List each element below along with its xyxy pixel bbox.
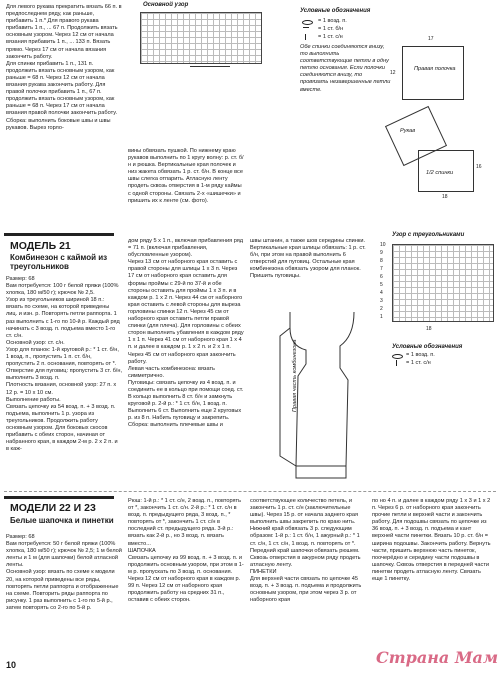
model21-title: МОДЕЛЬ 21 (10, 240, 71, 252)
top-col2-text: вины обвязать пушкой. По нижнему краю рукавов выполнить по 1 кругу волну: р. ст. б/н и рюшка. Вертикальные края полочек и низ жакета обвязать 1 р. ст. б/н. В конце все швы слегка отпарить. Атласную ленту продеть сквозь отверстия в 1-м ряду каймы с одной стороны. Связать 2-х «шишечки» и пришить их к ленте (см. фото). (128, 148, 244, 204)
legend-item-dc: = 1 ст. с/н (318, 34, 343, 40)
romper-schema-label: Правая часть комбинезона (292, 339, 298, 412)
schema-dim-4: 16 (476, 164, 482, 170)
schema-dim-2: 12 (390, 70, 396, 76)
model22-col2-text: Рюш: 1-й р.: * 1 ст. с/н, 2 возд. п., повторять от *, закончить 1 ст. с/н. 2-й р.: * 1 ст. с/н в возд. п. предыдущего ряда, 3 возд. п., * повторять от *, закончить 1 ст. с/н в последний ст. предыдущего ряда. 3-й р.: вязать как 2-й р., но 3 возд. п. вязать вместо... ШАПОЧКА Связать цепочку из 99 возд. п. + 3 возд. п. и продолжить основным узором, при этом в 1-м р. пропускать по 3 возд. п. основания. Через 12 см от наборного края в каждом р. 99 п. Через 12 см от наборного края продолжить работу на средних 31 п., оставив с обеих сторон. (128, 498, 244, 604)
schema-dim-3: 18 (442, 194, 448, 200)
row-num-2: 2 (380, 306, 383, 312)
row-num-7: 7 (380, 266, 383, 272)
row-num-8: 8 (380, 258, 383, 264)
schema-label-sleeve: Рукав (400, 128, 416, 134)
top-col1-text: Для левого рукава прекратить вязать 66 п. в предпоследнем ряду, как раньше, прибавить 1 п.* Для правого рукава прибавить 1 п., ... 67 п. Продолжить вязать основным узором. Через 12 см от начала вязания прибавить 1 п., ... 133 п. Вязать прямо. Через 17 см от начала вязания закончить работу. Для спинки прибавить 1 п., 131 п. продолжить вязать основным узором, как раньше = 68 п. Через 12 см от начала вязания рукава закончить работу. Для правой полочки прибавить 1 п., 67 п. продолжить вязать основным узором, как раньше = 68 п. Через 17 см от начала вязания правой полочки закончить работу. Сборка: выполнить боковые швы и швы рукавов. Вырез горло- (6, 4, 122, 131)
legend21-item-dc: = 1 ст. с/н (406, 360, 431, 366)
row-num-1: 1 (380, 314, 383, 320)
page-number: 10 (6, 660, 17, 670)
legend-note-top: Обе спинки соединяются внизу, то выполнить соответствующие петли в одну петлю основания. Если полочки соединяются внизу, то провязать незавершенные петли вместе. (300, 44, 391, 93)
schema-label-front: Правая полочка (414, 66, 456, 72)
legend-icon-chain-21 (392, 354, 403, 359)
row-num-9: 9 (380, 250, 383, 256)
pattern-chart-bracket (190, 66, 230, 67)
basic-pattern-chart (140, 12, 262, 64)
legend-icon-sc (303, 27, 309, 34)
jacket-schema (388, 10, 496, 200)
row-num-4: 4 (380, 290, 383, 296)
legend-icon-dc-21 (396, 360, 397, 366)
model22-col3-text: соответствующее количество петель, и закончить 1 р. ст. с/н (заключительные швы). Через 15 р. от начала заднего края выполнить швы закрепить по краю нить. Нижний край обвязать 3 р. следующим образом: 1-й р.: 1 ст. б/н, 1 ажурный р.: * 1 ст. с/н, 1 ст. с/н, 1 возд. п. повторять от *. Передний край шапочки обвязать рюшем. Сквозь отверстия в ажурном ряду продеть атласную ленту. ПИНЕТКИ Для верхней части связать по цепочке 45 возд. п. + 3 возд. п. подъема и продолжить основным узором, при этом через 3 р. от наборного края (250, 498, 362, 604)
legend-icon-chain (302, 20, 313, 25)
watermark-logo: Страна Мам (376, 648, 499, 667)
row-number-column (380, 242, 390, 318)
romper-hem (296, 466, 346, 478)
model21-col2-text: дом ряду 5 x 1 п., включая прибавления ряд = 71 п. (включая прибавления, обусловленные узором). Через 13 см от наборного края оставить с правой стороны для шлицы 1 x 3 п. Через 17 см от наборного края оставить для формы проймы с 29-й по 37-й и обе стороны оставить для проймы 1 x 3 п. и в каждом р. 1 x 2 п. Через 44 см от наборного края оставить с левой стороны для выреза горловины спинки 12 п. Через 45 см от наборного края оставить петли правой спинки (для плеча). Для горловины с обеих сторон выполнить убавления в каждом ряду 1 x 1 п. Через 41 см от наборного края 1 x 4 п. и далее в каждом р. 1 x 2 п. и 2 x 1 п. Через 45 см от наборного края закончить работу. Левая часть комбинезона: вязать симметрично. Пуговицы: связать цепочку из 4 возд. п. и соединить ее в кольцо при помощи соед. ст. В кольцо выполнить 8 ст. б/н и замкнуть круговой р. 2-й р.: * 1 ст. б/н, 1 возд. п. Выполнить 6 ст. Выполнить еще 2 круговых р. из 8 п. Набить пуговицу и закрепить. Сборка: выполнить плечевые швы и (128, 238, 244, 429)
romper-schema (250, 306, 380, 484)
section-divider (4, 491, 496, 492)
model22-col4-text: по но 4 п. и далее в каждом ряду 1 x 3 и 1 x 2 п. Через 6 р. от наборного края закончить прочие петли и верхней части и закончить работу. Для подошвы связать по цепочке из 36 возд. п. + 3 возд. п. подъема и кант верхней части пинетки. Вязать 10 р. ст. б/н = ширина подошвы. Закончить работу. Вернуть части, пришить верхнюю часть пинеток, поочерёдно и середину части подошвы в шапочку. Сквозь отверстия в передней части пинетки продеть атласную ленту. Связать еще 1 пинетку. (372, 498, 491, 583)
model21-col3-text: швы штанин, а также шов середины спинки. Вертикальные края шлицы обвязать: 1 р. ст. б/н, при этом на правой выполнить 6 отверстий для пуговиц. Остальные края комбинезона обвязать узором для планок. Пришить пуговицы. (250, 238, 366, 280)
triangle-pattern-label: Узор с треугольниками (392, 232, 465, 238)
model21-divider-bar (4, 233, 114, 236)
legend-title-model21: Условные обозначения (392, 344, 463, 350)
rapport-number: 18 (426, 326, 432, 332)
legend21-item-chain: = 1 возд. п. (406, 352, 435, 358)
model22-col1-text: Размер: 68 Вам потребуется: 50 г белой пряжи (100% хлопка, 180 м/50 г); крючок № 2,5; 1 м белой ленты и 1 м (для шапочки) белой атласной ленты. Основной узор: вязать по схеме к модели 20, на которой приведены все ряды, повторять петли раппорта и отображенные на схеме. Повторить ряды раппорта по рисунку. 1 раз выполнить с 1-го по 5-й р., затем повторять со 2-го по 5-й р. (6, 534, 122, 611)
legend-item-sc: = 1 ст. б/н (318, 26, 344, 32)
row-num-5: 5 (380, 282, 383, 288)
model22-divider-bar (4, 496, 114, 499)
triangle-pattern-chart (392, 244, 494, 322)
legend-item-chain: = 1 возд. п. (318, 18, 347, 24)
schema-dim-1: 17 (428, 36, 434, 42)
romper-outline (290, 312, 354, 466)
row-num-6: 6 (380, 274, 383, 280)
model22-title: МОДЕЛИ 22 И 23 (10, 502, 96, 514)
model21-subtitle: Комбинезон с каймой из треугольников (10, 253, 108, 271)
schema-label-back: 1/2 спинки (426, 170, 454, 176)
model21-col1-text: Размер: 68 Вам потребуется: 100 г белой пряжи (100% хлопка, 180 м/50 г); крючок № 2,5. Узор из треугольников шириной 18 п.: вязать по схеме, на которой приведены лиц. и изн. р. Повторять петли раппорта. 1 раз выполнить с 1-го по 10-й р. Каждый ряд начинать с 3 возд. п. подъема вместо 1-го ст. с/н. Основной узор: ст. с/н. Узор для планок: 1-й круговой р.: * 1 ст. б/н, 1 возд. п., пропустить 1 п. ст. б/н, пропустить 2 п. основания, повторять от *. Отверстие для пуговиц: пропустить 3 ст. б/н, выполнить 3 возд. п. Плотность вязания, основной узор: 27 п. x 12 р. = 10 x 10 см. Выполнение работы. Связать цепочку из 54 возд. п. + 3 возд. п. подъема, выполнить 1 р. узора из треугольников. Продолжить работу основным узором. Для боковых скосов прибавить с обеих сторон, начиная от набранного края, в каждом 2-м р. 2 x 2 п. и в каж- (6, 276, 122, 453)
row-num-10: 10 (380, 242, 386, 248)
legend-title-top: Условные обозначения (300, 8, 371, 14)
legend-icon-dc (305, 34, 306, 40)
model22-subtitle: Белые шапочка и пинетки (10, 516, 114, 525)
basic-pattern-label: Основной узор (143, 2, 189, 8)
row-num-3: 3 (380, 298, 383, 304)
